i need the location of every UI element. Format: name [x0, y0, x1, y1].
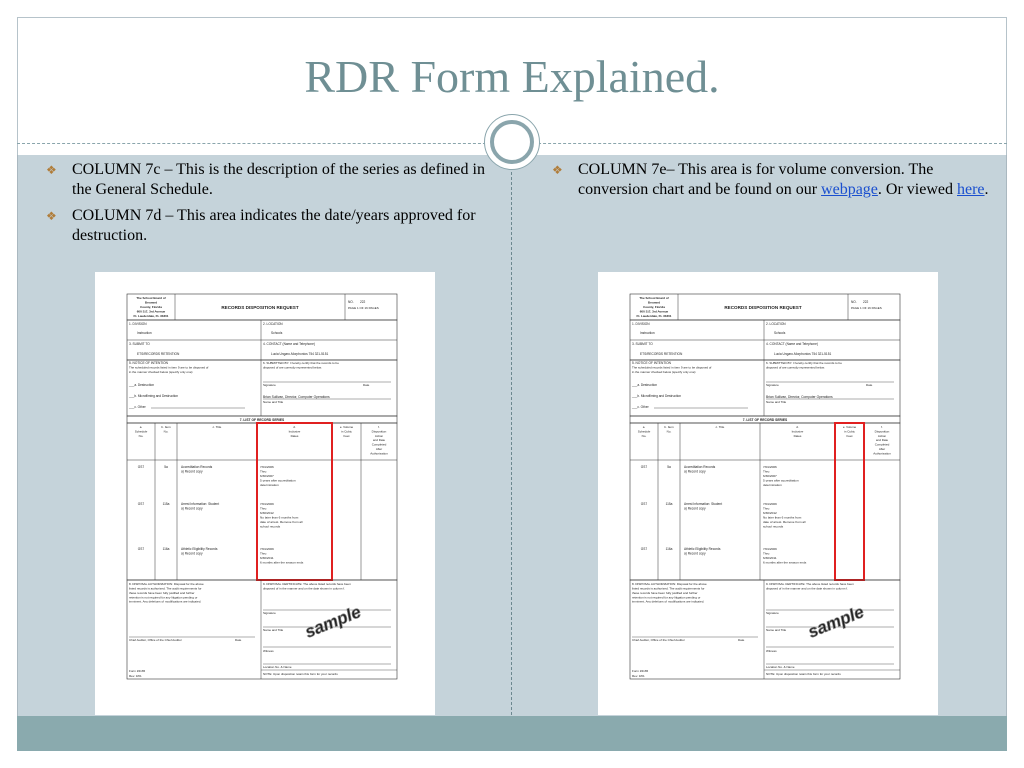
- row-title: Athletic Eligibility Records: [684, 547, 721, 551]
- name-title-label: Name and Title: [263, 628, 284, 632]
- row-schedule: GS7: [640, 465, 648, 469]
- bullet-item: [552, 160, 992, 200]
- column-header: and Date: [372, 438, 386, 443]
- auth-label: 8. DISPOSAL AUTHORIZATION: Disposal for the above: [632, 582, 707, 586]
- form-title: RECORDS DISPOSITION REQUEST: [221, 305, 299, 310]
- column-header: After: [878, 447, 886, 451]
- form-title: RECORDS DISPOSITION REQUEST: [724, 305, 802, 310]
- contact-label: 4. CONTACT (Name and Telephone): [263, 342, 315, 346]
- list-title: 7. LIST OF RECORD SERIES: [742, 418, 788, 422]
- row-item: 116a: [162, 547, 170, 551]
- form-revision: Rev. 3/01: [632, 674, 645, 678]
- row-dates: 7/01/2006: [763, 465, 777, 469]
- row-dates: 7/01/2009: [260, 502, 274, 506]
- row-item: 5a: [164, 465, 168, 469]
- diamond-bullet-icon: ❖: [552, 163, 563, 177]
- form-number: Form #4165: [632, 669, 649, 673]
- option-other: ___c. Other: [632, 405, 649, 409]
- cert-label: 9. DISPOSAL CERTIFICATE: The above listed records have been: [263, 582, 351, 586]
- no-label: NO.: [348, 300, 354, 304]
- no-value: 222: [360, 300, 366, 304]
- name-title-label: Name and Title: [766, 628, 787, 632]
- header-line: Broward: [647, 300, 661, 305]
- header-line: Broward: [144, 300, 158, 305]
- row-item: 115a: [665, 502, 673, 506]
- column-header: Completed: [371, 442, 387, 447]
- signature-label: Signature: [766, 383, 779, 387]
- header-line: County, Florida: [140, 305, 162, 309]
- row-dates: No later than 6 months from: [763, 515, 802, 520]
- row-dates: 6/30/2007: [763, 474, 777, 478]
- header-line: Ft. Lauderdale, FL 33301: [636, 314, 672, 318]
- auth-text: imminent. Any deletions of modifications are indicated.: [129, 599, 202, 604]
- column-header: b. Item: [664, 425, 674, 429]
- row-dates: 7/01/2009: [763, 502, 777, 506]
- column-header: Schedule: [134, 429, 148, 434]
- date-label: Date: [738, 638, 745, 642]
- column-header: Schedule: [637, 429, 651, 434]
- notice-text: The scheduled records listed in item 9 are to be disposed of: [632, 365, 712, 370]
- row-dates: Thru: [763, 469, 770, 474]
- row-item: 115a: [162, 502, 170, 506]
- auth-text: listed records is authorized. The audit requirements for: [632, 586, 705, 591]
- ornament-circle-icon: [490, 120, 534, 164]
- cert-text: disposed of in the manner and on the date shown in column f.: [263, 586, 345, 591]
- row-dates: 7/01/2009: [763, 547, 777, 551]
- column-header: Feet: [343, 433, 350, 438]
- column-header: d.: [293, 425, 296, 429]
- bullet-text: COLUMN 7d – This area indicates the date/years approved for destruction.: [72, 207, 476, 244]
- row-dates: 6/30/2012: [763, 511, 777, 515]
- division-value: Instruction: [640, 331, 655, 335]
- header-line: The School Board of: [136, 296, 166, 300]
- column-header: a.: [642, 425, 646, 429]
- signature-label: Signature: [766, 611, 779, 615]
- column-header: in Cubic: [341, 429, 352, 434]
- column-header: in Cubic: [844, 429, 855, 434]
- row-dates: 6/30/2011: [260, 556, 274, 560]
- column-header: f.: [881, 425, 883, 429]
- auth-text: these records have been fully justified and further: [129, 590, 195, 595]
- contact-label: 4. CONTACT (Name and Telephone): [766, 342, 818, 346]
- page-text: PAGE 1 OF 16 PAGES: [851, 306, 882, 310]
- option-other: ___c. Other: [129, 405, 146, 409]
- highlight-box: [835, 423, 864, 580]
- option-microfilming: ___b. Microfilming and Destruction: [632, 394, 682, 398]
- auth-label: 8. DISPOSAL AUTHORIZATION: Disposal for the above: [129, 582, 204, 586]
- contact-value: Lucia Ungaro-Morphonios 754 321-5151: [271, 352, 329, 356]
- bullet-text-part: COLUMN 7e– This area is for volume conversion. The conversion chart and be found on our: [578, 161, 934, 198]
- signature-label: Signature: [263, 383, 276, 387]
- column-header: b. Item: [161, 425, 171, 429]
- auditor-label: Chief Auditor, Office of the Chief Auditor: [129, 638, 182, 642]
- list-title: 7. LIST OF RECORD SERIES: [239, 418, 285, 422]
- column-header: Inclusive: [288, 429, 301, 434]
- column-header: Action: [374, 433, 384, 438]
- watermark-text: sample: [302, 602, 364, 642]
- row-item: 5a: [667, 465, 671, 469]
- division-value: Instruction: [137, 331, 152, 335]
- column-header: Feet: [846, 433, 853, 438]
- column-header: No.: [666, 429, 672, 434]
- bullet-text-part: .: [984, 181, 989, 198]
- diamond-bullet-icon: ❖: [46, 209, 57, 223]
- bullet-text: [578, 160, 992, 200]
- row-title: Accreditation Records: [684, 465, 716, 469]
- form-revision: Rev. 3/01: [129, 674, 142, 678]
- bottom-bar: [17, 716, 1007, 751]
- bullet-text-part: . Or viewed: [877, 181, 957, 198]
- row-dates: 6/30/2012: [260, 511, 274, 515]
- witness-label: Witness: [766, 649, 777, 653]
- row-schedule: GS7: [137, 502, 145, 506]
- submit-to-label: 3. SUBMIT TO: [632, 342, 653, 346]
- header-line: 600 S.E. 3rd Avenue: [639, 309, 669, 314]
- auth-text: imminent. Any deletions of modifications are indicated.: [632, 599, 705, 604]
- notice-label: 5. NOTICE OF INTENTION: [632, 361, 671, 365]
- location-value: Schools: [774, 331, 786, 335]
- here-link[interactable]: here: [957, 181, 985, 198]
- rdr-form-image-left: [95, 272, 435, 715]
- webpage-link[interactable]: webpage: [821, 181, 878, 198]
- division-label: 1. DIVISION: [129, 322, 147, 326]
- column-header: c. Title: [212, 425, 222, 429]
- row-subtitle: a) Record copy: [684, 506, 706, 511]
- row-subtitle: a) Record copy: [181, 506, 203, 511]
- row-title: Arrest Information: Student: [684, 502, 723, 506]
- slide-title: RDR Form Explained.: [304, 51, 720, 102]
- row-title: Arrest Information: Student: [181, 502, 220, 506]
- auth-text: these records have been fully justified and further: [632, 590, 698, 595]
- bullet-text: COLUMN 7c – This is the description of the series as defined in the General Schedule.: [72, 161, 485, 198]
- row-subtitle: a) Record copy: [684, 551, 706, 556]
- row-dates: 7/01/2009: [260, 547, 274, 551]
- diamond-bullet-icon: ❖: [46, 163, 57, 177]
- notice-text: in the manner checked below (specify only one):: [632, 370, 697, 374]
- row-dates: 6 months after the season ends: [763, 560, 807, 565]
- row-dates: 7/01/2006: [260, 465, 274, 469]
- auth-text: retention is not required for any litigation pending or: [632, 595, 701, 600]
- row-dates: Thru: [260, 551, 267, 556]
- column-header: No.: [641, 433, 647, 438]
- division-label: 1. DIVISION: [632, 322, 650, 326]
- row-dates: Thru: [260, 506, 267, 511]
- column-header: Disposition: [874, 429, 890, 434]
- row-subtitle: a) Record copy: [684, 469, 706, 474]
- right-column: [552, 160, 992, 206]
- witness-label: Witness: [263, 649, 274, 653]
- submit-to-value: ETS/RECORDS RETENTION: [137, 352, 180, 356]
- row-dates: determination: [260, 483, 279, 487]
- column-header: Dates: [793, 433, 802, 438]
- row-dates: No later than 6 months from: [260, 515, 299, 520]
- row-subtitle: a) Record copy: [181, 469, 203, 474]
- page-text: PAGE 1 OF 16 PAGES: [348, 306, 379, 310]
- no-label: NO.: [851, 300, 857, 304]
- row-dates: Thru: [763, 506, 770, 511]
- column-header: Authorization: [873, 451, 891, 456]
- column-header: After: [375, 447, 383, 451]
- rdr-form-svg: [598, 272, 938, 715]
- location-value: Schools: [271, 331, 283, 335]
- form-note: NOTE: Upon disposition retain this form for your records: [263, 672, 338, 676]
- row-dates: 5 years after accreditation: [763, 478, 799, 483]
- option-destruction: ___a. Destruction: [632, 383, 657, 387]
- bullet-item: [46, 206, 486, 246]
- signature-label: Signature: [263, 611, 276, 615]
- column-header: No.: [163, 429, 169, 434]
- watermark-text: sample: [805, 602, 867, 642]
- row-dates: 6/30/2011: [763, 556, 777, 560]
- rdr-form-svg: [95, 272, 435, 715]
- header-line: Ft. Lauderdale, FL 33301: [133, 314, 169, 318]
- form-note: NOTE: Upon disposition retain this form for your records: [766, 672, 841, 676]
- submitted-label: 6. SUBMITTED BY: I hereby certify that the records to be: [263, 361, 339, 365]
- row-title: Athletic Eligibility Records: [181, 547, 218, 551]
- column-header: a.: [139, 425, 143, 429]
- column-header: e. Volume: [339, 425, 354, 429]
- auth-text: retention is not required for any litigation pending or: [129, 595, 198, 600]
- left-column: [46, 160, 486, 252]
- row-item: 116a: [665, 547, 673, 551]
- name-title-label: Name and Title: [766, 400, 787, 404]
- column-header: Action: [877, 433, 887, 438]
- row-schedule: GS7: [640, 547, 648, 551]
- notice-text: The scheduled records listed in item 9 are to be disposed of: [129, 365, 209, 370]
- option-microfilming: ___b. Microfilming and Destruction: [129, 394, 179, 398]
- header-line: 600 S.E. 3rd Avenue: [136, 309, 166, 314]
- row-dates: determination: [763, 483, 782, 487]
- date-label: Date: [866, 383, 873, 387]
- column-header: f.: [378, 425, 380, 429]
- column-header: and Date: [875, 438, 889, 443]
- submit-to-label: 3. SUBMIT TO: [129, 342, 150, 346]
- column-header: Completed: [874, 442, 890, 447]
- row-dates: date of arrest. Remove from all: [763, 520, 806, 524]
- column-header: e. Volume: [842, 425, 857, 429]
- name-title-label: Name and Title: [263, 400, 284, 404]
- row-dates: school records: [763, 524, 784, 529]
- column-header: c. Title: [715, 425, 725, 429]
- option-destruction: ___a. Destruction: [129, 383, 154, 387]
- column-header: Inclusive: [791, 429, 804, 434]
- submit-to-value: ETS/RECORDS RETENTION: [640, 352, 683, 356]
- column-header: Authorization: [370, 451, 388, 456]
- column-divider: [511, 172, 512, 715]
- row-dates: Thru: [260, 469, 267, 474]
- cert-label: 9. DISPOSAL CERTIFICATE: The above listed records have been: [766, 582, 854, 586]
- submitted-label: 6. SUBMITTED BY: I hereby certify that the records to be: [766, 361, 842, 365]
- signer-name: Brian Sullivan, Director, Computer Operations: [766, 395, 833, 399]
- auditor-label: Chief Auditor, Office of the Chief Auditor: [632, 638, 685, 642]
- row-schedule: GS7: [137, 547, 145, 551]
- bullet-item: [46, 160, 486, 200]
- date-label: Date: [363, 383, 370, 387]
- row-dates: school records: [260, 524, 281, 529]
- form-number: Form #4165: [129, 669, 146, 673]
- column-header: d.: [796, 425, 799, 429]
- submitted-text: disposed of are correctly represented below.: [263, 365, 322, 370]
- signer-name: Brian Sullivan, Director, Computer Operations: [263, 395, 330, 399]
- row-subtitle: a) Record copy: [181, 551, 203, 556]
- notice-label: 5. NOTICE OF INTENTION: [129, 361, 168, 365]
- auth-text: listed records is authorized. The audit requirements for: [129, 586, 202, 591]
- location-label: 2. LOCATION: [766, 322, 786, 326]
- contact-value: Lucia Ungaro-Morphonios 754 321-5151: [774, 352, 832, 356]
- submitted-text: disposed of are correctly represented below.: [766, 365, 825, 370]
- row-dates: 6 months after the season ends: [260, 560, 304, 565]
- no-value: 222: [863, 300, 869, 304]
- column-header: No.: [138, 433, 144, 438]
- row-title: Accreditation Records: [181, 465, 213, 469]
- rdr-form-image-right: [598, 272, 938, 715]
- row-dates: date of arrest. Remove from all: [260, 520, 303, 524]
- column-header: Disposition: [371, 429, 387, 434]
- row-dates: Thru: [763, 551, 770, 556]
- notice-text: in the manner checked below (specify only one):: [129, 370, 194, 374]
- header-line: The School Board of: [639, 296, 669, 300]
- location-no-label: Location No. & Name: [766, 665, 795, 669]
- row-schedule: GS7: [137, 465, 145, 469]
- header-line: County, Florida: [643, 305, 665, 309]
- column-header: Dates: [290, 433, 299, 438]
- location-no-label: Location No. & Name: [263, 665, 292, 669]
- row-dates: 6/30/2007: [260, 474, 274, 478]
- cert-text: disposed of in the manner and on the date shown in column f.: [766, 586, 848, 591]
- row-dates: 5 years after accreditation: [260, 478, 296, 483]
- date-label: Date: [235, 638, 242, 642]
- row-schedule: GS7: [640, 502, 648, 506]
- location-label: 2. LOCATION: [263, 322, 283, 326]
